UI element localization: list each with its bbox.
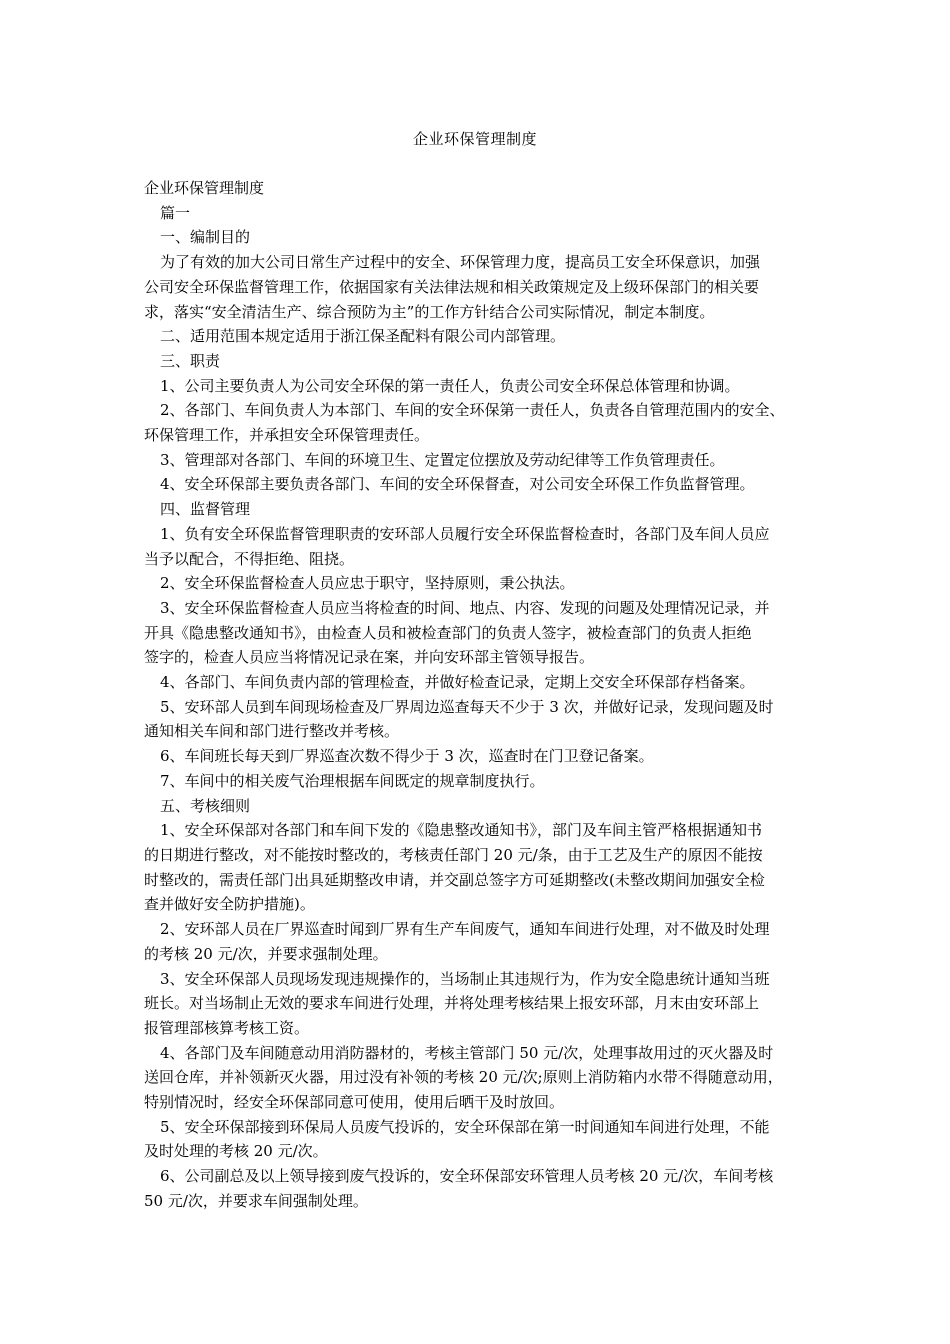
text-line: 四、监督管理 xyxy=(160,500,251,519)
text-line: 4、安全环保部主要负责各部门、车间的安全环保督查，对公司安全环保工作负监督管理。 xyxy=(160,475,755,494)
text-line: 报管理部核算考核工资。 xyxy=(144,1018,310,1037)
paragraph xyxy=(144,324,808,349)
text-line: 2、各部门、车间负责人为本部门、车间的安全环保第一责任人，负责各自管理范围内的安全、 xyxy=(160,401,785,420)
paragraph xyxy=(144,398,808,423)
text-line: 1、公司主要负责人为公司安全环保的第一责任人，负责公司安全环保总体管理和协调。 xyxy=(160,376,740,395)
text-line: 当予以配合，不得拒绝、阻挠。 xyxy=(144,549,355,568)
paragraph xyxy=(144,522,808,547)
text-line: 求，落实“安全清洁生产、综合预防为主”的工作方针结合公司实际情况，制定本制度。 xyxy=(144,302,715,321)
text-line: 3、管理部对各部门、车间的环境卫生、定置定位摆放及劳动纪律等工作负管理责任。 xyxy=(160,450,725,469)
text-line: 二、适用范围本规定适用于浙江保圣配料有限公司内部管理。 xyxy=(160,327,566,346)
paragraph xyxy=(144,201,808,226)
paragraph xyxy=(144,769,808,794)
paragraph xyxy=(144,1115,808,1140)
text-line: 签字的，检查人员应当将情况记录在案，并向安环部主管领导报告。 xyxy=(144,648,595,667)
paragraph xyxy=(144,349,808,374)
text-line: 2、安环部人员在厂界巡查时闻到厂界有生产车间废气，通知车间进行处理，对不做及时处理 xyxy=(160,920,770,939)
paragraph xyxy=(144,472,808,497)
text-line: 1、安全环保部对各部门和车间下发的《隐患整改通知书》，部门及车间主管严格根据通知书 xyxy=(160,821,763,840)
paragraph xyxy=(144,374,808,399)
text-line: 5、安全环保部接到环保局人员废气投诉的，安全环保部在第一时间通知车间进行处理，不能 xyxy=(160,1117,770,1136)
text-line: 一、编制目的 xyxy=(160,228,251,247)
paragraph xyxy=(144,250,808,275)
paragraph xyxy=(144,423,808,448)
paragraph xyxy=(144,497,808,522)
paragraph xyxy=(144,596,808,621)
paragraph xyxy=(144,794,808,819)
text-line: 环保管理工作，并承担安全环保管理责任。 xyxy=(144,426,430,445)
text-line: 时整改的，需责任部门出具延期整改申请，并交副总签字方可延期整改(未整改期间加强安全检 xyxy=(144,870,765,889)
paragraph xyxy=(144,818,808,843)
paragraph xyxy=(144,670,808,695)
text-line: 通知相关车间和部门进行整改并考核。 xyxy=(144,722,400,741)
text-line: 及时处理的考核 20 元/次。 xyxy=(144,1142,328,1161)
text-line: 三、职责 xyxy=(160,351,221,370)
text-line: 4、各部门及车间随意动用消防器材的，考核主管部门 50 元/次，处理事故用过的灭火器及时 xyxy=(160,1043,774,1062)
paragraph xyxy=(144,991,808,1040)
paragraph xyxy=(144,942,808,967)
text-line: 6、车间班长每天到厂界巡查次数不得少于 3 次，巡查时在门卫登记备案。 xyxy=(160,747,654,766)
text-line: 6、公司副总及以上领导接到废气投诉的，安全环保部安环管理人员考核 20 元/次，车间考核 xyxy=(160,1167,774,1186)
paragraph xyxy=(144,1189,808,1214)
paragraph xyxy=(144,719,808,744)
text-line: 班长。对当场制止无效的要求车间进行处理，并将处理考核结果上报安环部，月末由安环部上 xyxy=(144,994,760,1013)
paragraph xyxy=(144,967,808,992)
paragraph xyxy=(144,1065,808,1114)
paragraph xyxy=(144,547,808,572)
paragraph xyxy=(144,695,808,720)
document-body xyxy=(144,176,808,1214)
text-line: 50 元/次，并要求车间强制处理。 xyxy=(144,1191,368,1210)
text-line: 特别情况时，经安全环保部同意可使用，使用后晒干及时放回。 xyxy=(144,1093,565,1112)
paragraph xyxy=(144,1041,808,1066)
text-line: 5、安环部人员到车间现场检查及厂界周边巡查每天不少于 3 次，并做好记录，发现问题及时 xyxy=(160,697,774,716)
text-line: 篇一 xyxy=(160,203,191,222)
paragraph xyxy=(144,225,808,250)
text-line: 7、车间中的相关废气治理根据车间既定的规章制度执行。 xyxy=(160,771,545,790)
text-line: 送回仓库，并补领新灭火器，用过没有补领的考核 20 元/次;原则上消防箱内水带不得随意动用， xyxy=(144,1068,783,1087)
document-heading: 企业环保管理制度 xyxy=(144,179,265,197)
paragraph xyxy=(144,843,808,917)
text-line: 的日期进行整改，对不能按时整改的，考核责任部门 20 元/条，由于工艺及生产的原因不能按 xyxy=(144,845,763,864)
paragraph xyxy=(144,571,808,596)
paragraph xyxy=(144,744,808,769)
text-line: 的考核 20 元/次，并要求强制处理。 xyxy=(144,944,388,963)
text-line: 3、安全环保部人员现场发现违规操作的，当场制止其违规行为，作为安全隐患统计通知当班 xyxy=(160,969,770,988)
paragraph xyxy=(144,448,808,473)
paragraph xyxy=(144,1164,808,1189)
paragraph xyxy=(144,1139,808,1164)
paragraph xyxy=(144,621,808,670)
text-line: 开具《隐患整改通知书》，由检查人员和被检查部门的负责人签字，被检查部门的负责人拒绝 xyxy=(144,623,752,642)
text-line: 3、安全环保监督检查人员应当将检查的时间、地点、内容、发现的问题及处理情况记录，并 xyxy=(160,598,770,617)
text-line: 为了有效的加大公司日常生产过程中的安全、环保管理力度，提高员工安全环保意识，加强 xyxy=(160,253,761,272)
document-title: 企业环保管理制度 xyxy=(412,130,537,148)
text-line: 1、负有安全环保监督管理职责的安环部人员履行安全环保监督检查时，各部门及车间人员应 xyxy=(160,524,770,543)
text-line: 五、考核细则 xyxy=(160,796,251,815)
text-line: 4、各部门、车间负责内部的管理检查，并做好检查记录，定期上交安全环保部存档备案。 xyxy=(160,673,755,692)
paragraph xyxy=(144,917,808,942)
text-line: 2、安全环保监督检查人员应忠于职守，坚持原则，秉公执法。 xyxy=(160,574,575,593)
text-line: 查并做好安全防护措施)。 xyxy=(144,895,315,914)
text-line: 公司安全环保监督管理工作，依据国家有关法律法规和相关政策规定及上级环保部门的相关要 xyxy=(144,277,760,296)
paragraph xyxy=(144,275,808,324)
